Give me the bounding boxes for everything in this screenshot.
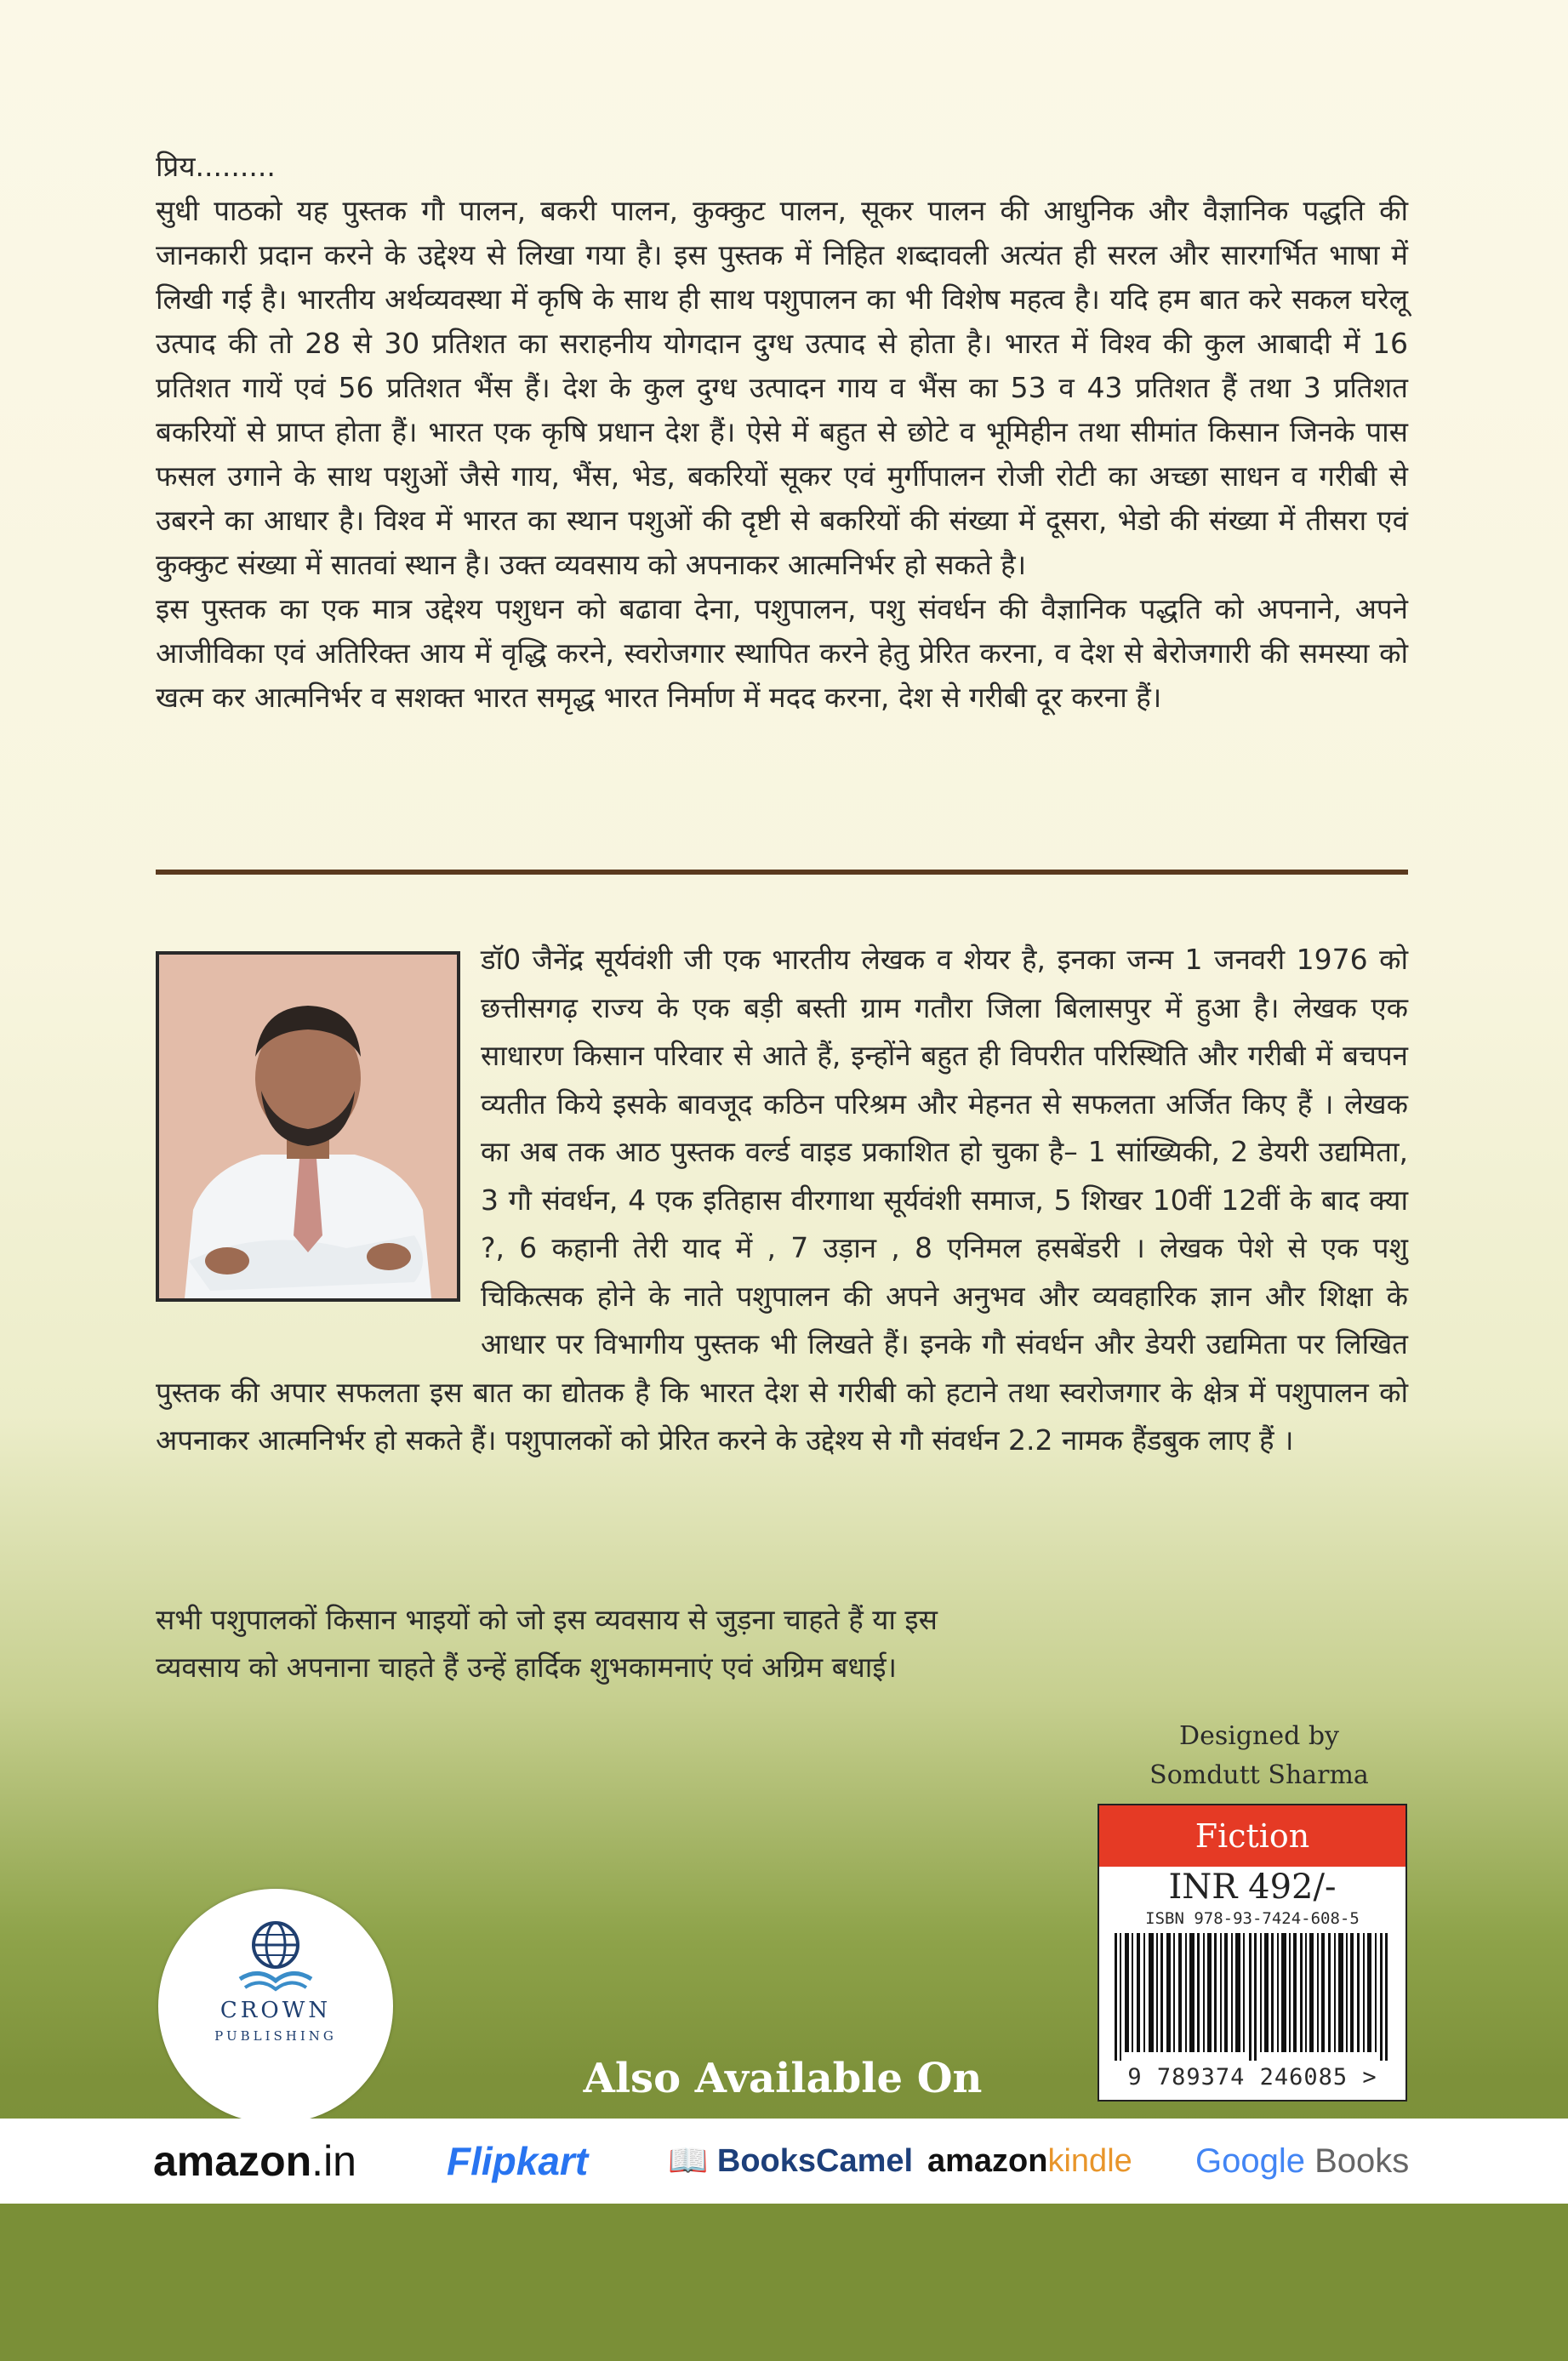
isbn-number: ISBN 978-93-7424-608-5 [1145,1909,1360,1928]
publisher-logo [158,1889,393,2124]
books-wordmark: Books [1304,2142,1410,2180]
google-books-logo[interactable] [1195,2119,1409,2204]
bookscamel-logo[interactable] [668,2119,913,2204]
bookscamel-wordmark: BooksCamel [716,2143,914,2179]
designed-by-label: Designed by [1179,1721,1339,1751]
designer-name: Somdutt Sharma [1149,1760,1369,1790]
book-icon: 📖 [668,2143,709,2179]
author-bio-text: डॉ0 जैनेंद्र सूर्यवंशी जी एक भारतीय लेखक व शेयर है, इनका जन्म 1 जनवरी 1976 को छत्तीसगढ़ राज्य के एक बड़ी बस्ती ग्राम गतौरा जिला बिलासपुर में हुआ है। लेखक एक साधारण किसान परिवार से आते हैं, इन्होंने बहुत ही विपरीत परिस्थिति और गरीबी में बचपन व्यतीत किये इसके बावजूद कठिन परिश्रम और मेहनत से सफलता अर्जित किए हैं । लेखक का अब तक आठ पुस्तक वर्ल्ड वाइड प्रकाशित हो चुका है– 1 सांख्यिकी, 2 डेयरी उद्यमिता, 3 गौ संवर्धन, 4 एक इतिहास वीरगाथा सूर्यवंशी समाज, 5 शिखर 10वीं 12वीं के बाद क्या ?, 6 कहानी तेरी याद में , 7 उड़ान , 8 एनिमल हसबेंडरी । लेखक पेशे से एक पशु चिकित्सक होने के नाते पशुपालन की अपने अनुभव और व्यवहारिक ज्ञान और शिक्षा के आधार पर विभागीय पुस्तक भी लिखते हैं। इनके गौ संवर्धन और डेयरी उद्यमिता पर लिखित पुस्तक की अपार सफलता इस बात का द्योतक है कि भारत देश से गरीबी को हटाने तथा स्वरोजगार के क्षेत्र में पशुपालन को अपनाकर आत्मनिर्भर हो सकते हैं। पशुपालकों को प्रेरित करने के उद्देश्य से गौ संवर्धन 2.2 नामक हैंडबुक लाए हैं । [156,943,1408,1457]
section-divider [156,870,1408,875]
author-photo [156,951,460,1302]
amazon-wordmark: amazon [153,2137,312,2185]
genre-label: Fiction [1099,1805,1405,1867]
designer-credit [1106,1717,1412,1795]
barcode-number: 9 789374 246085 > [1127,2064,1377,2090]
isbn-box [1098,1804,1407,2102]
price: INR 492/- [1168,1868,1337,1907]
intro-paragraph-2: इस पुस्तक का एक मात्र उद्देश्य पशुधन को बढावा देना, पशुपालन, पशु संवर्धन की वैज्ञानिक पद्धति को अपनाने, अपने आजीविका एवं अतिरिक्त आय में वृद्धि करने, स्वरोजगार स्थापित करने हेतु प्रेरित करना, व देश से बेरोजगारी की समस्या को खत्म कर आत्मनिर्भर व सशक्त भारत समृद्ध भारत निर्माण में मदद करना, देश से गरीबी दूर करना हैं। [156,592,1408,714]
globe-book-icon [233,1913,318,1998]
intro-text [156,145,1408,720]
barcode [1111,1933,1395,2061]
closing-line-2: व्यवसाय को अपनाना चाहते हैं उन्हें हार्दिक शुभकामनाएं एवं अग्रिम बधाई। [156,1651,898,1684]
google-wordmark: Google [1195,2142,1305,2180]
closing-text [156,1596,1347,1691]
amazon-kindle-logo[interactable] [927,2119,1132,2204]
flipkart-logo[interactable]: Flipkart [447,2139,589,2183]
intro-paragraph-1: सुधी पाठको यह पुस्तक गौ पालन, बकरी पालन, कुक्कुट पालन, सूकर पालन की आधुनिक और वैज्ञानिक पद्धति की जानकारी प्रदान करने के उद्देश्य से लिखा गया है। इस पुस्तक में निहित शब्दावली अत्यंत ही सरल और सारगर्भित भाषा में लिखी गई है। भारतीय अर्थव्यवस्था में कृषि के साथ ही साथ पशुपालन का भी विशेष महत्व है। यदि हम बात करे सकल घरेलू उत्पाद की तो 28 से 30 प्रतिशत का सराहनीय योगदान दुग्ध उत्पाद से होता है। भारत में विश्व की कुल आबादी में 16 प्रतिशत गायें एवं 56 प्रतिशत भैंस हैं। देश के कुल दुग्ध उत्पादन गाय व भैंस का 53 व 43 प्रतिशत हैं तथा 3 प्रतिशत बकरियों से प्राप्त होता हैं। भारत एक कृषि प्रधान देश हैं। ऐसे में बहुत से छोटे व भूमिहीन तथा सीमांत किसान जिनके पास फसल उगाने के साथ पशुओं जैसे गाय, भैंस, भेड, बकरियों सूकर एवं मुर्गीपालन रोजी रोटी का अच्छा साधन व गरीबी से उबरने का आधार है। विश्व में भारत का स्थान पशुओं की दृष्टी से बकरियों की संख्या में दूसरा, भेडो की संख्या में तीसरा एवं कुक्कुट संख्या में सातवां स्थान है। उक्त व्यवसाय को अपनाकर आत्मनिर्भर हो सकते है। [156,194,1408,581]
closing-line-1: सभी पशुपालकों किसान भाइयों को जो इस व्यवसाय से जुड़ना चाहते हैं या इस [156,1603,938,1636]
amazon-in-logo[interactable] [153,2119,356,2204]
bottom-band [0,2204,1568,2361]
kindle-word: kindle [1047,2143,1132,2179]
publisher-subtitle: PUBLISHING [214,2028,337,2044]
also-available-heading: Also Available On [583,2055,983,2102]
kindle-amazon-word: amazon [927,2143,1048,2179]
salutation: प्रिय......... [156,150,276,183]
amazon-tld: .in [311,2137,356,2185]
store-logos-strip [0,2119,1568,2204]
publisher-name: CROWN [220,1998,332,2023]
